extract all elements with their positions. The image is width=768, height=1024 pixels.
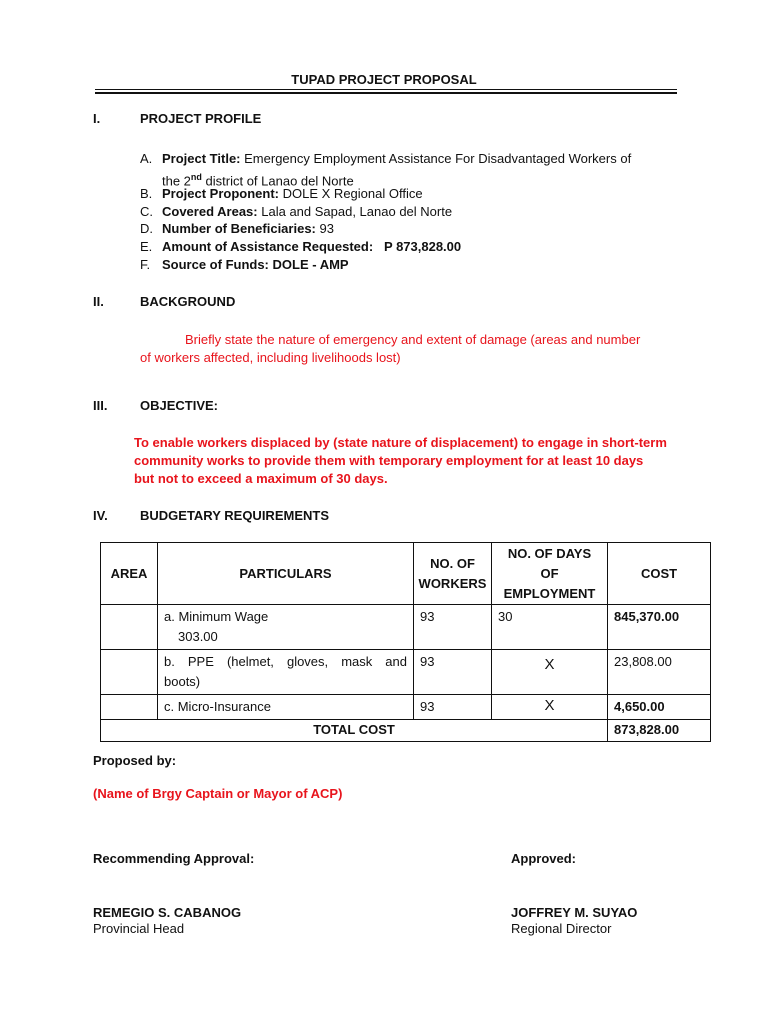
objective-text-line-3: but not to exceed a maximum of 30 days.	[134, 471, 388, 486]
header-area: AREA	[101, 543, 158, 605]
area-cell	[101, 650, 158, 695]
workers-value: 93	[420, 609, 435, 624]
approved-label: Approved:	[511, 851, 576, 866]
particular-line-1: c. Micro-Insurance	[164, 699, 271, 714]
total-value: 873,828.00	[614, 722, 680, 737]
days-cell	[492, 605, 608, 650]
table-header-row	[101, 543, 711, 605]
title-rule-thin	[95, 89, 677, 90]
document-title: TUPAD PROJECT PROPOSAL	[291, 72, 477, 87]
header-days	[492, 543, 608, 605]
total-value-cell	[608, 720, 711, 742]
item-label: Source of Funds:	[162, 257, 269, 272]
objective-text-line-1: To enable workers displaced by (state nature of displacement) to engage in short-term	[134, 435, 667, 450]
total-label-cell	[101, 720, 608, 742]
proposed-by-label: Proposed by:	[93, 753, 177, 768]
particular-line-1: a. Minimum Wage	[164, 609, 269, 624]
objective-text-line-2: community works to provide them with temporary employment for at least 10 days	[134, 453, 644, 468]
days-value: 30	[498, 609, 513, 624]
profile-item-covered-areas	[140, 203, 685, 221]
area-cell	[101, 695, 158, 720]
workers-value: 93	[420, 699, 435, 714]
item-letter: A.	[140, 151, 153, 166]
recommending-approval-label: Recommending Approval:	[93, 851, 255, 866]
section-title-background: BACKGROUND	[140, 294, 236, 309]
particulars-cell	[158, 605, 414, 650]
item-value: Emergency Employment Assistance For Disadvantaged Workers of	[244, 151, 632, 166]
recommending-position: Provincial Head	[93, 921, 185, 936]
cost-value: 23,808.00	[614, 654, 672, 669]
background-text-line-2: of workers affected, including livelihoods lost)	[140, 350, 401, 365]
days-cell	[492, 695, 608, 720]
item-label: Project Title:	[162, 151, 241, 166]
days-value: X	[544, 697, 555, 714]
proposed-by-name: (Name of Brgy Captain or Mayor of ACP)	[93, 786, 343, 801]
item-label: Amount of Assistance Requested:	[162, 239, 374, 254]
total-label: TOTAL COST	[313, 722, 395, 737]
table-row	[101, 695, 711, 720]
item-label: Covered Areas:	[162, 204, 258, 219]
cost-cell	[608, 695, 711, 720]
workers-cell	[414, 650, 492, 695]
workers-cell	[414, 695, 492, 720]
table-row	[101, 650, 711, 695]
item-label: Project Proponent:	[162, 186, 280, 201]
item-letter: C.	[140, 204, 153, 219]
item-letter: E.	[140, 239, 153, 254]
days-cell	[492, 650, 608, 695]
approved-name: JOFFREY M. SUYAO	[511, 905, 638, 920]
ordinal-superscript: nd	[190, 172, 202, 182]
cost-value: 4,650.00	[614, 699, 665, 714]
section-number-profile: I.	[93, 111, 101, 126]
item-value: 93	[319, 221, 334, 236]
profile-item-beneficiaries	[140, 220, 685, 238]
total-row	[101, 720, 711, 742]
header-cost: COST	[608, 543, 711, 605]
workers-cell	[414, 605, 492, 650]
section-title-objective: OBJECTIVE:	[140, 398, 219, 413]
cost-cell	[608, 605, 711, 650]
header-days-line-1: NO. OF DAYS	[507, 545, 592, 561]
item-value-continued: the 2	[162, 173, 191, 189]
item-value: Lala and Sapad, Lanao del Norte	[261, 204, 453, 219]
background-text-line-1: Briefly state the nature of emergency and extent of damage (areas and number	[185, 332, 641, 347]
table-row	[101, 605, 711, 650]
particular-line-2: boots)	[164, 674, 201, 689]
particulars-cell	[158, 650, 414, 695]
workers-value: 93	[420, 654, 435, 669]
section-number-background: II.	[93, 294, 104, 309]
header-particulars: PARTICULARS	[158, 543, 414, 605]
profile-item-source	[140, 256, 685, 274]
section-title-budget: BUDGETARY REQUIREMENTS	[140, 508, 329, 523]
title-rule-thick	[95, 92, 677, 94]
particulars-cell	[158, 695, 414, 720]
particular-line-2: 303.00	[178, 629, 218, 644]
section-title-profile: PROJECT PROFILE	[140, 111, 262, 126]
approved-position: Regional Director	[511, 921, 612, 936]
days-value: X	[544, 656, 555, 673]
section-number-objective: III.	[93, 398, 108, 413]
item-letter: F.	[140, 257, 151, 272]
item-value: P 873,828.00	[384, 239, 462, 254]
budget-table	[100, 542, 711, 742]
item-value: DOLE - AMP	[272, 257, 349, 272]
item-label: Number of Beneficiaries:	[162, 221, 316, 236]
recommending-name: REMEGIO S. CABANOG	[93, 905, 242, 920]
header-workers	[414, 543, 492, 605]
cost-cell	[608, 650, 711, 695]
profile-item-proponent	[140, 185, 685, 203]
item-letter: D.	[140, 221, 153, 236]
header-workers-line-1: NO. OF	[430, 555, 475, 571]
particular-line-1: b. PPE (helmet, gloves, mask and	[164, 654, 407, 669]
item-letter: B.	[140, 186, 153, 201]
header-days-line-3: EMPLOYMENT	[503, 585, 596, 601]
section-number-budget: IV.	[93, 508, 108, 523]
profile-item-amount	[140, 238, 685, 256]
area-cell	[101, 605, 158, 650]
item-value: DOLE X Regional Office	[282, 186, 423, 201]
item-value-continued-tail: district of Lanao del Norte	[201, 173, 354, 189]
cost-value: 845,370.00	[614, 609, 680, 624]
header-workers-line-2: WORKERS	[418, 575, 487, 591]
header-days-line-2: OF	[540, 565, 559, 581]
